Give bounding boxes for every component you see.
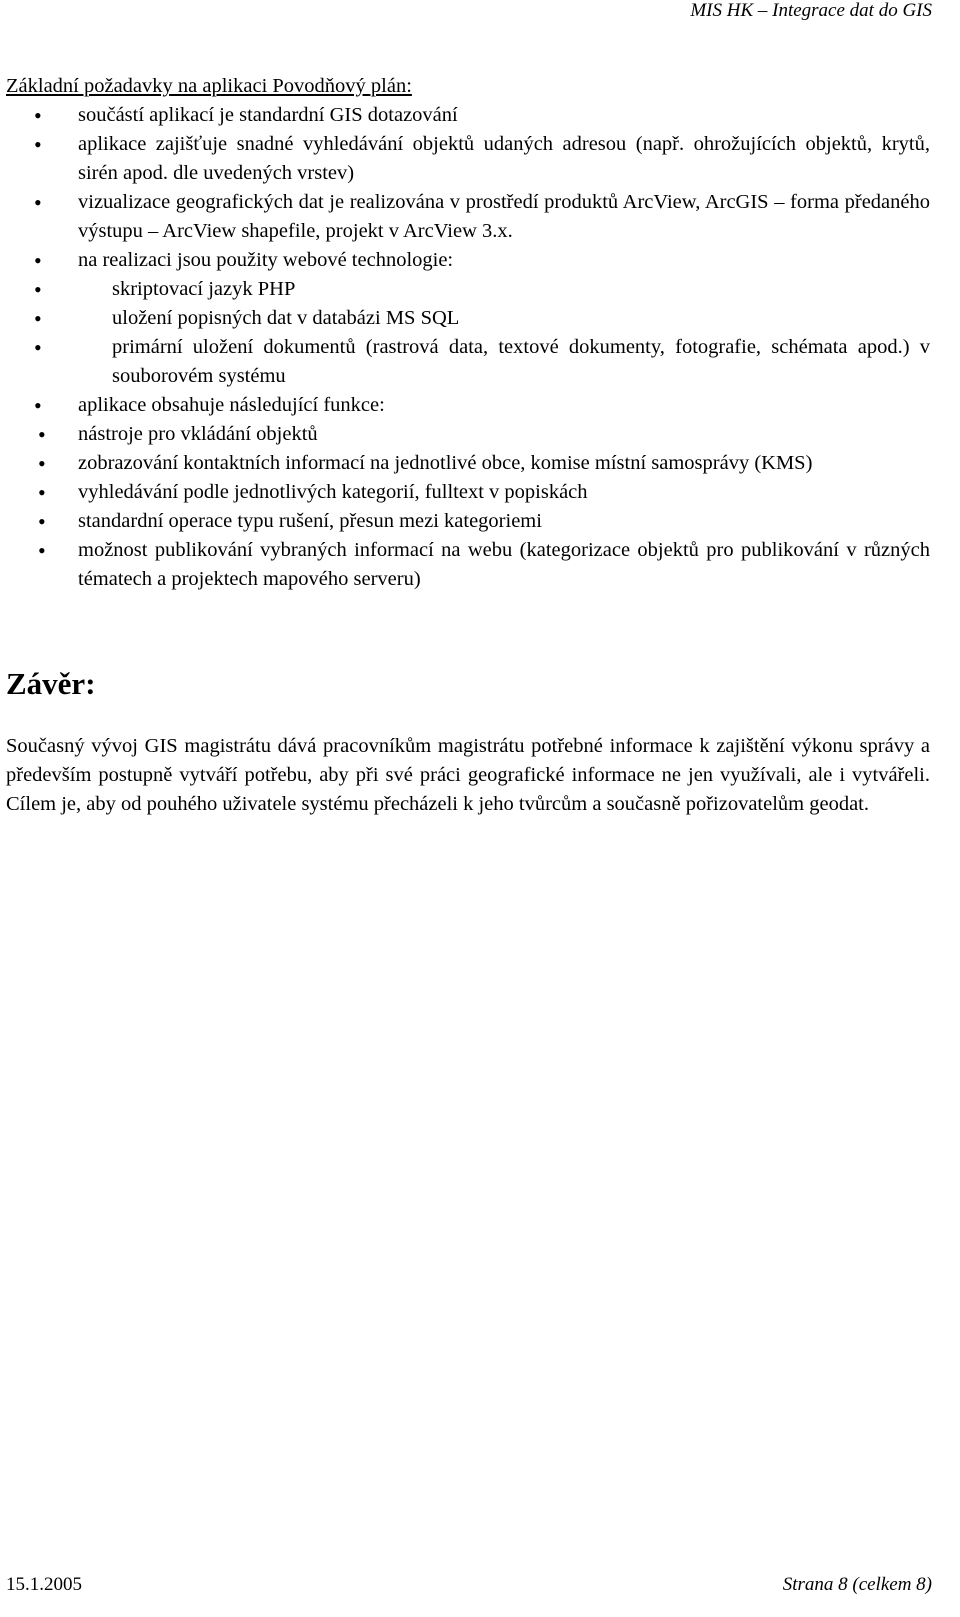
section-title: Základní požadavky na aplikaci Povodňový plán: — [6, 75, 412, 97]
sublist-item: • uložení popisných dat v databázi MS SQL — [6, 304, 930, 333]
list-item-text: vizualizace geografických dat je realizována v prostředí produktů ArcView, ArcGIS – forma předaného výstupu – ArcView shapefile, projekt v ArcView 3.x. — [78, 191, 930, 242]
sublist-item: • vyhledávání podle jednotlivých kategorií, fulltext v popiskách — [6, 478, 930, 507]
list-item — [6, 130, 930, 188]
list-item-text: součástí aplikací je standardní GIS dotazování — [78, 104, 458, 126]
sublist-item: • standardní operace typu rušení, přesun mezi kategoriemi — [6, 507, 930, 536]
footer-date: 15.1.2005 — [6, 1574, 82, 1595]
sublist-item: • nástroje pro vkládání objektů — [6, 420, 930, 449]
list-item-text: aplikace obsahuje následující funkce: — [78, 394, 385, 416]
sublist-item: • zobrazování kontaktních informací na jednotlivé obce, komise místní samosprávy (KMS) — [6, 449, 930, 478]
sublist-item: • možnost publikování vybraných informací na webu (kategorizace objektů pro publikování v různých tématech a projektech mapového serveru) — [6, 536, 930, 594]
list-item — [6, 188, 930, 246]
list-item-text: aplikace zajišťuje snadné vyhledávání objektů udaných adresou (např. ohrožujících objektů, krytů, sirén apod. dle uvedených vrstev) — [78, 133, 930, 184]
sublist-item: • primární uložení dokumentů (rastrová data, textové dokumenty, fotografie, schémata apod.) v souborovém systému — [6, 333, 930, 391]
requirements-list — [6, 101, 930, 594]
technologies-sublist — [42, 275, 930, 391]
conclusion-paragraph: Současný vývoj GIS magistrátu dává pracovníkům magistrátu potřebné informace k zajištění výkonu správy a především postupně vytváří potřebu, aby při své práci geografické informace ne jen využívali, ale i vytvářeli. Cílem je, aby od pouhého uživatele systému přecházeli k jeho tvůrcům a současně pořizovatelům geodat. — [6, 735, 930, 815]
list-item — [6, 391, 930, 594]
list-item-text: na realizaci jsou použity webové technologie: — [78, 249, 454, 271]
list-item — [6, 101, 930, 130]
footer-page-number: Strana 8 (celkem 8) — [782, 1574, 932, 1595]
sublist-item: • skriptovací jazyk PHP — [6, 275, 930, 304]
conclusion-heading: Závěr: — [6, 666, 96, 701]
running-header: MIS HK – Integrace dat do GIS — [690, 0, 932, 21]
page-body — [6, 72, 930, 819]
functions-sublist — [6, 420, 930, 594]
list-item — [6, 246, 930, 391]
